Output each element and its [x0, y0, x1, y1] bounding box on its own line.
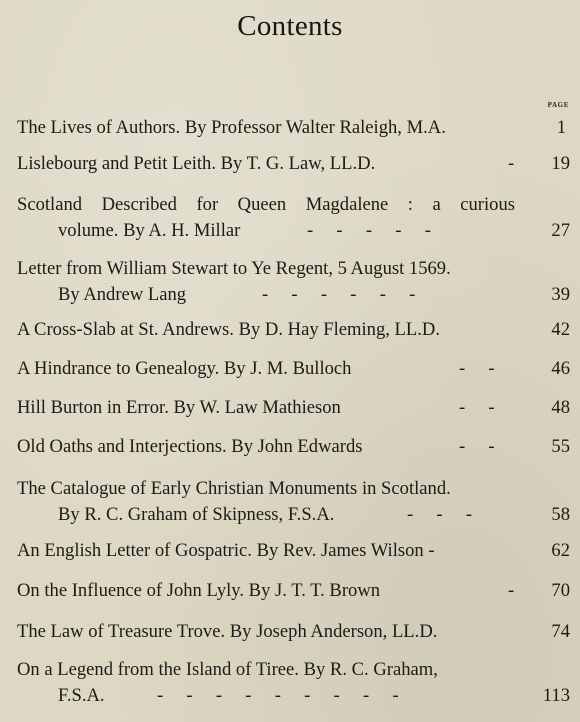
leader-dashes: - - - - - — [307, 220, 431, 241]
entry-text: A Hindrance to Genealogy. By J. M. Bulloch — [17, 358, 352, 379]
entry-text: An English Letter of Gospatric. By Rev. James Wilson - — [17, 540, 435, 561]
page-column-label: PAGE — [547, 101, 569, 109]
page-number: 113 — [542, 685, 570, 706]
entry-text: F.S.A. — [58, 685, 105, 706]
leader-dashes: - - — [459, 436, 495, 457]
toc-entry — [17, 657, 570, 709]
entry-text: The Catalogue of Early Christian Monuments in Scotland. — [17, 478, 451, 499]
toc-entry — [17, 578, 570, 604]
page-number: 42 — [551, 319, 570, 340]
entry-text: Scotland Described for Queen Magdalene : a curious — [17, 194, 515, 215]
page-number: 74 — [551, 621, 570, 642]
page-number: 62 — [551, 540, 570, 561]
toc-entry — [17, 192, 570, 244]
toc-entry — [17, 356, 570, 382]
page-number: 58 — [551, 504, 570, 525]
toc-entry — [17, 317, 570, 343]
toc-entry — [17, 256, 570, 308]
toc-entry — [17, 434, 570, 460]
page-number: 70 — [551, 580, 570, 601]
page-number: 19 — [551, 153, 570, 174]
entry-text: Old Oaths and Interjections. By John Edwards — [17, 436, 363, 457]
page-number: 27 — [551, 220, 570, 241]
leader-dashes: - - — [459, 397, 495, 418]
entry-text: A Cross-Slab at St. Andrews. By D. Hay Fleming, LL.D. — [17, 319, 440, 340]
toc-entry — [17, 538, 570, 564]
toc-entry — [17, 476, 570, 528]
toc-entry — [17, 395, 570, 421]
entry-text: On a Legend from the Island of Tiree. By R. C. Graham, — [17, 659, 438, 680]
page-title: Contents — [237, 10, 343, 42]
toc-entry — [17, 151, 570, 177]
page-number: 39 — [551, 284, 570, 305]
toc-entry — [17, 115, 570, 141]
page-number: 46 — [551, 358, 570, 379]
entry-text: Letter from William Stewart to Ye Regent, 5 August 1569. — [17, 258, 451, 279]
entry-text: By R. C. Graham of Skipness, F.S.A. — [58, 504, 335, 525]
entry-text: Hill Burton in Error. By W. Law Mathieson — [17, 397, 341, 418]
leader-dashes: - - - — [407, 504, 473, 525]
leader-dashes: - - - - - - - - - — [157, 685, 399, 706]
entry-text: The Lives of Authors. By Professor Walter Raleigh, M.A. — [17, 117, 446, 138]
leader-dashes: - — [508, 580, 515, 601]
entry-text: Lislebourg and Petit Leith. By T. G. Law, LL.D. — [17, 153, 376, 174]
page-number: 55 — [551, 436, 570, 457]
entry-text: By Andrew Lang — [58, 284, 187, 305]
page-number: 1 — [556, 117, 566, 138]
entry-text: On the Influence of John Lyly. By J. T. T. Brown — [17, 580, 381, 601]
entry-text: The Law of Treasure Trove. By Joseph Anderson, LL.D. — [17, 621, 438, 642]
leader-dashes: - — [508, 153, 515, 174]
toc-entry — [17, 619, 570, 645]
leader-dashes: - - — [459, 358, 495, 379]
page-number: 48 — [551, 397, 570, 418]
entry-text: volume. By A. H. Millar — [58, 220, 241, 241]
leader-dashes: - - - - - - — [262, 284, 416, 305]
